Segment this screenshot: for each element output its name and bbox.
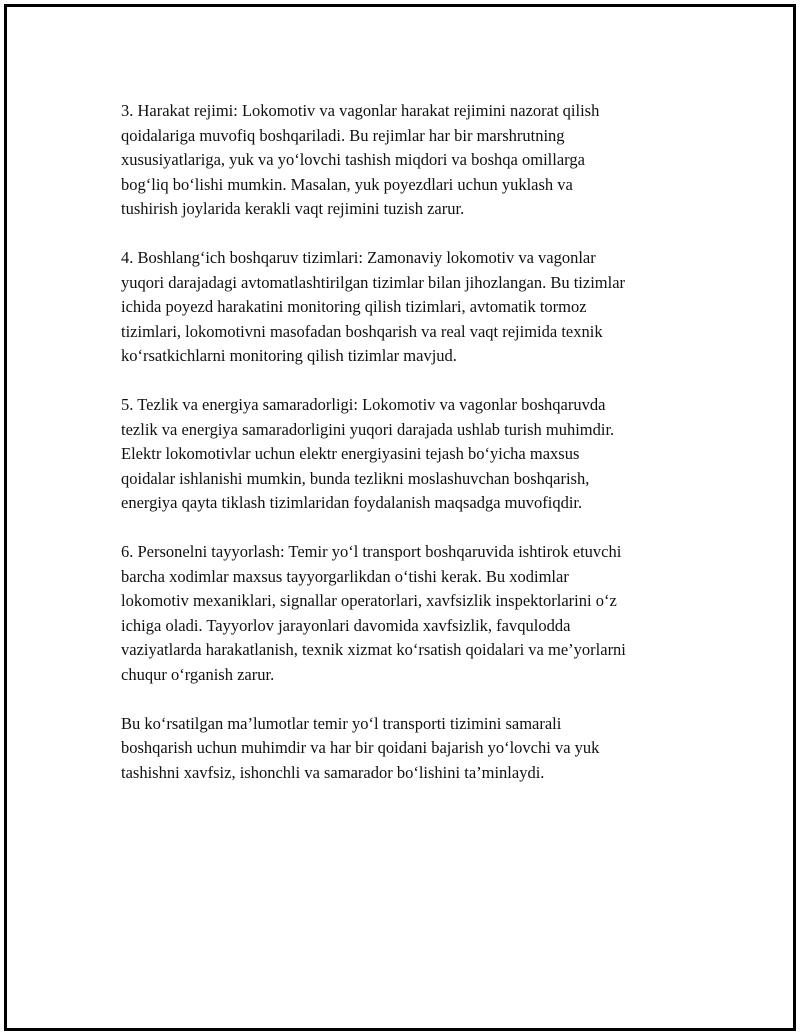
page-frame xyxy=(4,4,796,1031)
text-line: qoidalariga muvofiq boshqariladi. Bu rejimlar har bir marshrutning xyxy=(121,125,565,145)
text-line: tushirish joylarida kerakli vaqt rejimini tuzish zarur. xyxy=(121,199,465,218)
text-line: boshqarish uchun muhimdir va har bir qoidani bajarish yo‘lovchi va yuk xyxy=(121,738,600,757)
text-line: tezlik va energiya samaradorligini yuqori darajada ushlab turish muhimdir. xyxy=(121,419,615,439)
text-line: ichida poyezd harakatini monitoring qilish tizimlari, avtomatik tormoz xyxy=(121,297,587,316)
text-line: Elektr lokomotivlar uchun elektr energiyasini tejash bo‘yicha maxsus xyxy=(121,444,580,463)
text-line: energiya qayta tiklash tizimlaridan foydalanish maqsadga muvofiqdir. xyxy=(121,493,583,512)
text-line: bog‘liq bo‘lishi mumkin. Masalan, yuk poyezdlari uchun yuklash va xyxy=(121,174,573,194)
text-line: vaziyatlarda harakatlanish, texnik xizmat ko‘rsatish qoidalari va me’yorlarni xyxy=(121,640,626,659)
text-line: chuqur o‘rganish zarur. xyxy=(121,664,275,684)
text-line: qoidalar ishlanishi mumkin, bunda tezlikni moslashuvchan boshqarish, xyxy=(121,468,590,488)
paragraph-tezlik-energiya xyxy=(121,393,701,516)
text-line: lokomotiv mexaniklari, signallar operatorlari, xavfsizlik inspektorlarini o‘z xyxy=(121,591,617,610)
paragraph-harakat-rejimi xyxy=(121,99,701,222)
text-line: 5. Tezlik va energiya samaradorligi: Lokomotiv va vagonlar boshqaruvda xyxy=(121,395,606,414)
paragraph-conclusion xyxy=(121,712,701,786)
document-body xyxy=(121,99,701,810)
text-line: xususiyatlariga, yuk va yo‘lovchi tashish miqdori va boshqa omillarga xyxy=(121,150,585,169)
paragraph-boshqaruv-tizimlari xyxy=(121,246,701,369)
text-line: 6. Personelni tayyorlash: Temir yo‘l transport boshqaruvida ishtirok etuvchi xyxy=(121,542,622,561)
text-line: 4. Boshlang‘ich boshqaruv tizimlari: Zamonaviy lokomotiv va vagonlar xyxy=(121,248,596,267)
text-line: yuqori darajadagi avtomatlashtirilgan tizimlar bilan jihozlangan. Bu tizimlar xyxy=(121,272,626,292)
paragraph-personel xyxy=(121,540,701,687)
text-line: ichiga oladi. Tayyorlov jarayonlari davomida xavfsizlik, favqulodda xyxy=(121,615,571,635)
text-line: barcha xodimlar maxsus tayyorgarlikdan o‘tishi kerak. Bu xodimlar xyxy=(121,566,569,586)
text-line: ko‘rsatkichlarni monitoring qilish tizimlar mavjud. xyxy=(121,346,457,365)
text-line: tizimlari, lokomotivni masofadan boshqarish va real vaqt rejimida texnik xyxy=(121,321,603,341)
text-line: 3. Harakat rejimi: Lokomotiv va vagonlar harakat rejimini nazorat qilish xyxy=(121,101,600,120)
text-line: Bu ko‘rsatilgan ma’lumotlar temir yo‘l transporti tizimini samarali xyxy=(121,713,562,733)
text-line: tashishni xavfsiz, ishonchli va samarador bo‘lishini ta’minlaydi. xyxy=(121,762,545,782)
